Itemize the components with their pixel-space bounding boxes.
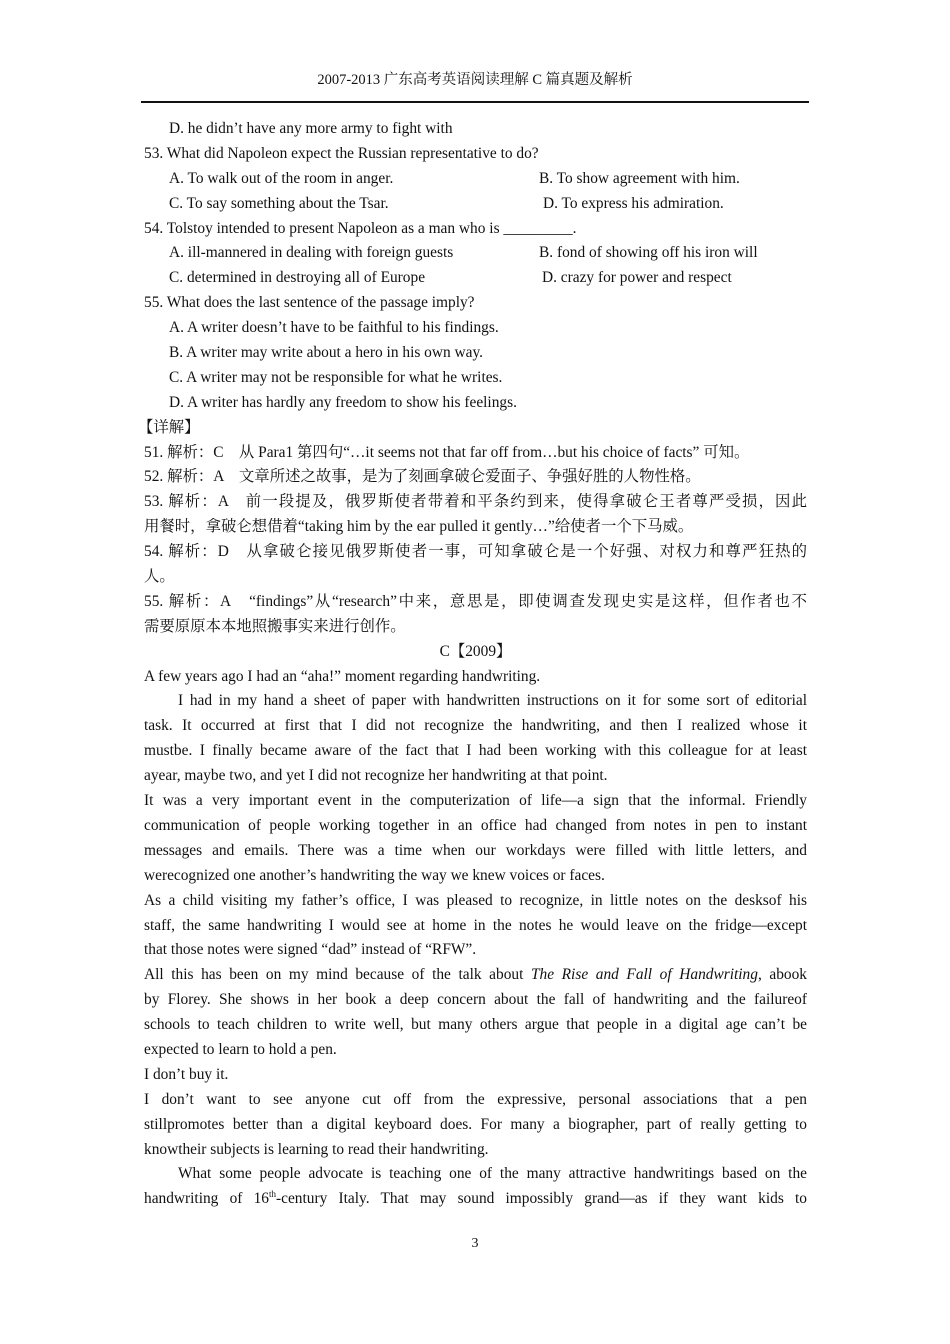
q55-option-b: B. A writer may write about a hero in his own way. xyxy=(169,344,484,362)
q54-option-c: C. determined in destroying all of Europe xyxy=(169,269,426,287)
passage-p7-line-3: knowtheir subjects is learning to read their handwriting. xyxy=(144,1140,489,1158)
answer-55-line-1: 55. 解析：A “findings”从“research”中来，意思是，即使调查发现史实是这样，但作者也不 xyxy=(144,592,807,610)
q54-options-row-2 xyxy=(144,266,807,291)
passage-p7-line-2: stillpromotes better than a digital keyboard does. For many a biographer, part of really getting to xyxy=(144,1115,807,1133)
passage-p5-line-2: by Florey. She shows in her book a deep concern about the fall of handwriting and the failureof xyxy=(144,991,807,1009)
explanation-heading: 【详解】 xyxy=(138,418,200,436)
passage-p4-line-1: As a child visiting my father’s office, I was pleased to recognize, in little notes on the desksof his xyxy=(144,891,807,909)
page-number: 3 xyxy=(471,1236,479,1251)
p8-superscript: th xyxy=(269,1189,277,1200)
passage-p2-line-4: ayear, maybe two, and yet I did not recognize her handwriting at that point. xyxy=(144,767,608,785)
q53-stem: 53. What did Napoleon expect the Russian representative to do? xyxy=(144,144,539,162)
q55-option-d: D. A writer has hardly any freedom to show his feelings. xyxy=(169,393,517,411)
passage-p3-line-2: communication of people working together in an office had changed from notes in pen to instant xyxy=(144,816,807,834)
book-title: The Rise and Fall of Handwriting xyxy=(530,966,758,984)
q54-options-row-1 xyxy=(144,241,807,266)
q55-option-c: C. A writer may not be responsible for what he writes. xyxy=(169,368,503,386)
p8-text-pre: handwriting of 16 xyxy=(144,1190,269,1208)
passage-paragraph-1: A few years ago I had an “aha!” moment regarding handwriting. xyxy=(144,667,541,685)
p8-text-post: -century Italy. That may sound impossibly grand—as if they want kids to xyxy=(276,1190,807,1208)
page-header: 2007-2013 广东高考英语阅读理解 C 篇真题及解析 xyxy=(317,72,633,88)
answer-54-line-2: 人。 xyxy=(144,568,175,586)
q54-stem: 54. Tolstoy intended to present Napoleon as a man who is _________. xyxy=(144,219,577,237)
q53-option-c: C. To say something about the Tsar. xyxy=(169,194,389,212)
q53-options-row-1 xyxy=(144,167,807,192)
passage-p4-line-2: staff, the same handwriting I would see at home in the notes he would leave on the fridge—except xyxy=(144,916,807,934)
p5-text-pre: All this has been on my mind because of the talk about xyxy=(144,966,531,984)
passage-p3-line-4: werecognized one another’s handwriting the way we knew voices or faces. xyxy=(144,866,605,884)
passage-p2-line-3: mustbe. I finally became aware of the fact that I had been working with this colleague for at least xyxy=(144,742,807,760)
answer-54-line-1: 54. 解析：D 从拿破仑接见俄罗斯使者一事，可知拿破仑是一个好强、对权力和尊严狂热的 xyxy=(144,543,807,561)
passage-p8-line-2 xyxy=(144,1187,807,1212)
answer-53-line-2: 用餐时，拿破仑想借着“taking him by the ear pulled it gently…”给使者一个下马威。 xyxy=(144,518,694,536)
passage-p4-line-3: that those notes were signed “dad” instead of “RFW”. xyxy=(144,941,477,959)
p5-text-post: , abook xyxy=(757,966,807,984)
q54-option-b: B. fond of showing off his iron will xyxy=(539,244,758,262)
answer-55-line-2: 需要原原本本地照搬事实来进行创作。 xyxy=(144,617,406,635)
q54-option-d: D. crazy for power and respect xyxy=(542,269,732,287)
passage-p2-line-2: task. It occurred at first that I did not recognize the handwriting, and then I realized whose it xyxy=(144,717,807,735)
q55-stem: 55. What does the last sentence of the passage imply? xyxy=(144,294,475,312)
q52-option-d: D. he didn’t have any more army to fight with xyxy=(169,120,453,137)
q53-option-b: B. To show agreement with him. xyxy=(539,169,740,187)
passage-p5-line-3: schools to teach children to write well, but many others argue that people in a digital age can’t be xyxy=(144,1016,807,1034)
q55-option-a: A. A writer doesn’t have to be faithful to his findings. xyxy=(169,319,499,337)
q53-options-row-2 xyxy=(144,192,807,217)
answer-52: 52. 解析：A 文章所述之故事，是为了刻画拿破仑爱面子、争强好胜的人物性格。 xyxy=(144,468,701,486)
q53-option-d: D. To express his admiration. xyxy=(543,194,724,212)
passage-paragraph-6: I don’t buy it. xyxy=(144,1065,229,1083)
section-title: C【2009】 xyxy=(439,642,512,660)
answer-53-line-1: 53. 解析：A 前一段提及，俄罗斯使者带着和平条约到来，使得拿破仑王者尊严受损，因此 xyxy=(144,493,807,511)
answer-51: 51. 解析：C 从 Para1 第四句“…it seems not that far off from…but his choice of facts” 可知。 xyxy=(144,443,750,461)
passage-p8-line-1: What some people advocate is teaching one of the many attractive handwritings based on the xyxy=(178,1165,807,1183)
passage-p5-line-4: expected to learn to hold a pen. xyxy=(144,1040,337,1058)
passage-p2-line-1: I had in my hand a sheet of paper with handwritten instructions on it for some sort of editorial xyxy=(178,692,807,710)
q54-option-a: A. ill-mannered in dealing with foreign guests xyxy=(169,244,454,262)
passage-p5-line-1 xyxy=(144,963,807,988)
page-content xyxy=(138,117,807,1212)
passage-p3-line-1: It was a very important event in the computerization of life—a sign that the informal. Friendly xyxy=(144,792,807,810)
q53-option-a: A. To walk out of the room in anger. xyxy=(169,169,394,187)
passage-p3-line-3: messages and emails. There was a time when our workdays were filled with little letters, and xyxy=(144,841,807,859)
passage-p7-line-1: I don’t want to see anyone cut off from the expressive, personal associations that a pen xyxy=(144,1090,807,1108)
header-rule xyxy=(141,101,809,103)
